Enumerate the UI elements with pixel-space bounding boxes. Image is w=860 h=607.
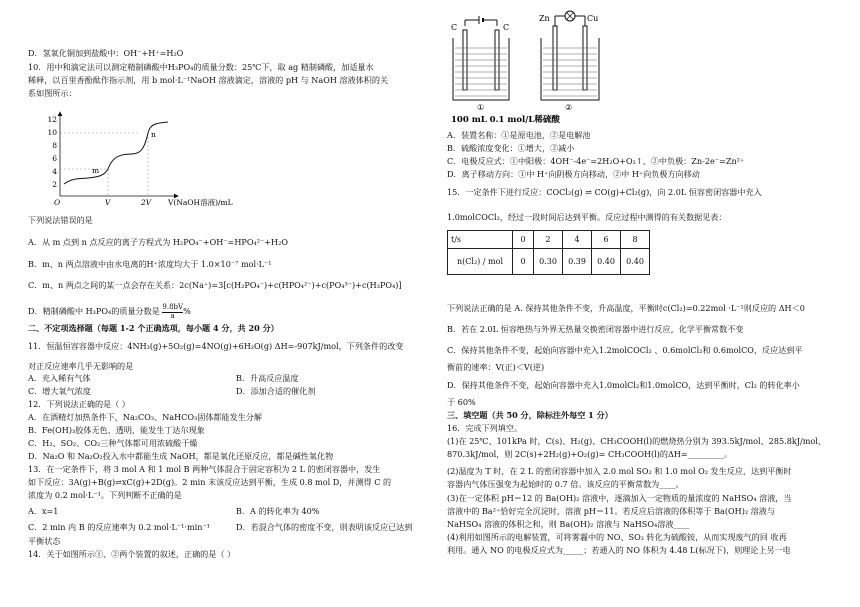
y-tick: 8 — [52, 141, 57, 150]
q15-option-c-line2: 衡前的速率：V(正)＜V(逆) — [447, 362, 545, 372]
electrode-c-right: C — [503, 23, 510, 32]
point-m-label: m — [92, 166, 100, 175]
q10-stem-line3: 系如图所示： — [28, 88, 77, 98]
q10-stem-line1: 10．用中和滴定法可以测定精制磷酸中H₃PO₄的质量分数：25℃下，取 ag 精制磷酸，加适量水 — [28, 62, 374, 72]
q10-stem-line2: 稀释，以百里香酚酞作指示剂，用 b mol·L⁻¹NaOH 溶液滴定，溶液的 pH 与 NaOH 溶液体积的关 — [28, 75, 389, 85]
q10-option-a: A．从 m 点到 n 点反应的离子方程式为 H₂PO₄⁻+OH⁻=HPO₄²⁻+H₂O — [28, 237, 288, 247]
table-cell: 0 — [513, 249, 534, 275]
y-tick: 2 — [52, 180, 57, 189]
fraction-numerator: 9.8bV — [162, 303, 184, 311]
q14-option-a: A．装置名称：①是原电池，②是电解池 — [447, 130, 591, 140]
q12-option-c: C．H₂、SO₂、CO₂三种气体都可用浓硫酸干燥 — [28, 438, 198, 448]
q15-option-d-line1: D．保持其他条件不变，起始向容器中充入1.0molCl₂和1.0molCO，达到平衡时，Cl₂ 的转化率小 — [447, 380, 800, 390]
q13-option-d-line1: D．若混合气体的密度不变，则表明该反应已达到 — [236, 522, 413, 532]
table-cell: 4 — [563, 231, 592, 249]
section-3-heading: 三、填空题（共 50 分，除标注外每空 1 分） — [447, 410, 613, 420]
q13-option-a: A．x=1 — [28, 506, 59, 516]
table-cell: 8 — [621, 231, 650, 249]
table-row — [448, 231, 650, 249]
table-cell: 6 — [592, 231, 621, 249]
apparatus-figure — [447, 8, 617, 124]
q11-option-a: A．充入稀有气体 — [28, 373, 91, 383]
q16-stem: 16．完成下列填空。 — [447, 423, 523, 433]
q13-stem-line1: 13．在一定条件下，将 3 mol A 和 1 mol B 两种气体混合于固定容积为 2 L 的密闭容器中，发生 — [28, 464, 381, 474]
q16-part2-line1: (2)温度为 T 时，在 2 L 的密闭容器中加入 2.0 mol SO₂ 和 1.0 mol O₂ 发生反应，达到平衡时 — [447, 466, 792, 476]
table-header-cell: n(Cl₂) / mol — [448, 249, 513, 275]
q14-stem: 14．关于如图所示①、②两个装置的叙述，正确的是（ ） — [28, 549, 236, 559]
q10-question: 下列说法错误的是 — [28, 215, 93, 225]
electrode-c-left: C — [451, 23, 458, 32]
cell-2-label: ② — [565, 103, 573, 112]
q10-option-d-text: D．精制磷酸中 H₃PO₄的质量分数是 — [28, 306, 160, 317]
table-row — [448, 249, 650, 275]
q9-option-d: D．氢氧化铜加到盐酸中：OH⁻+H⁺=H₂O — [28, 48, 184, 58]
electrolyte-caption: 100 mL 0.1 mol/L稀硫酸 — [451, 115, 560, 124]
data-table — [447, 230, 650, 275]
q13-option-d-line2: 平衡状态 — [28, 536, 61, 546]
section-2-heading: 二、不定项选择题（每题 1-2 个正确选项，每小题 4 分，共 20 分） — [28, 323, 279, 333]
q12-option-b: B．Fe(OH)₃胶体无色、透明，能发生丁达尔现象 — [28, 425, 205, 435]
x-tick-v: V — [105, 198, 111, 207]
q11-option-c: C．增大氧气浓度 — [28, 386, 91, 396]
q15-option-c-line1: C．保持其他条件不变，起始向容器中充入1.2molCOCl₂ 、0.6molCl₂和 0.6molCO，反应达到平 — [447, 345, 803, 355]
y-tick: 4 — [52, 167, 57, 176]
q16-part4-line1: (4)利用如图所示的电解装置，可将雾霾中的 NO、SO₂ 转化为硫酸铵，从而实现废气的回 收再 — [447, 532, 787, 542]
q16-part2-line2: 容器内气体压强变为起始时的 0.7 倍。该反应的平衡常数为____。 — [447, 479, 684, 489]
table-cell: 2 — [534, 231, 563, 249]
table-cell: 0 — [513, 231, 534, 249]
electrode-cu: Cu — [587, 14, 599, 23]
cell-1 — [451, 16, 509, 112]
fraction — [162, 304, 183, 320]
q16-part3-line2: 溶液中的 Ba²⁺恰好完全沉淀时，溶液 pH＝11。若反应后溶液的体积等于 Ba(OH)₂ 溶液与 — [447, 506, 775, 516]
table-header-cell: t/s — [448, 231, 513, 249]
electrode-zn: Zn — [539, 14, 550, 23]
q11-option-b: B．升高反应温度 — [236, 373, 299, 383]
q15-stem-line1: 15．一定条件下进行反应：COCl₂(g) ⇌ CO(g)+Cl₂(g)，向 2.0L 恒容密闭容器中充入 — [447, 187, 762, 197]
table-cell: 0.40 — [592, 249, 621, 275]
q10-option-c: C．m、n 两点之间的某一点会存在关系：2c(Na⁺)=3[c(H₂PO₄⁻)+c(HPO₄²⁻)+c(PO₄³⁻)+c(H₃PO₄)] — [28, 280, 402, 290]
q16-part3-line3: NaHSO₄ 溶液的体积之和，则 Ba(OH)₂ 溶液与 NaHSO₄溶液____ — [447, 519, 690, 529]
point-n-label: n — [151, 130, 156, 139]
q15-option-d-line2: 于 60% — [447, 397, 476, 407]
q12-stem: 12．下列说法正确的是（ ） — [28, 399, 130, 409]
q16-part1-line2: 870.3kJ/mol，则 2C(s)+2H₂(g)+O₂(g)= CH₃COOH(l)的ΔH=_________。 — [447, 449, 733, 459]
q10-option-b: B．m、n 两点溶液中由水电离的H⁺浓度均大于 1.0×10⁻⁷ mol·L⁻¹ — [28, 259, 272, 269]
q15-question-and-option-a: 下列说法正确的是 A. 保持其他条件不变，升高温度，平衡时c(Cl₂)=0.22mol ·L⁻¹则反应的 ΔH＜0 — [447, 303, 805, 313]
q15-option-b: B．若在 2.0L 恒容绝热与外界无热量交换密闭容器中进行反应，化学平衡常数不变 — [447, 324, 744, 334]
q15-stem-line2: 1.0molCOCl₂，经过一段时间后达到平衡。反应过程中测得的有关数据见表： — [447, 212, 727, 222]
y-tick: 6 — [52, 154, 57, 163]
q16-part4-line2: 利用。通入 NO 的电极反应式为_____；若通入的 NO 体积为 4.48 L(标况下)，则理论上另一电 — [447, 545, 791, 555]
q13-option-b: B．A 的转化率为 40% — [236, 506, 320, 516]
y-tick: 12 — [47, 115, 57, 124]
origin-label: O — [54, 198, 61, 207]
q16-part3-line1: (3)在一定体积 pH＝12 的 Ba(OH)₂ 溶液中，逐滴加入一定物质的量浓度的 NaHSO₄ 溶液，当 — [447, 493, 792, 503]
q12-option-d: D．Na₂O 和 Na₂O₂投入水中都能生成 NaOH，都是氧化还原反应，都是碱性氧化物 — [28, 451, 334, 461]
x-axis-label: V(NaOH溶液)/mL — [168, 198, 233, 207]
titration-graph — [28, 108, 243, 208]
q16-part1-line1: (1)在 25℃、101kPa 时，C(s)、H₂(g)、CH₃COOH(l)的燃烧热分别为 393.5kJ/mol、285.8kJ/mol、 — [447, 436, 826, 446]
fraction-denominator: a — [170, 311, 175, 320]
table-cell: 0.40 — [621, 249, 650, 275]
q13-option-c: C．2 min 内 B 的反应速率为 0.2 mol·L⁻¹·min⁻¹ — [28, 522, 210, 532]
q10-option-d — [28, 304, 191, 320]
q11-stem-line2: 对正反应速率几乎无影响的是 — [28, 361, 134, 371]
q13-stem-line2: 如下反应：3A(g)+B(g)⇌xC(g)+2D(g)。2 min 末该反应达到平衡，生成 0.8 mol D，并测得 C 的 — [28, 477, 392, 487]
x-tick-2v: 2V — [141, 198, 152, 207]
q11-option-d: D．添加合适的催化剂 — [236, 386, 316, 396]
cell-2 — [539, 11, 599, 112]
q12-option-a: A．在酒精灯加热条件下，Na₂CO₃、NaHCO₃固体都能发生分解 — [28, 412, 262, 422]
q13-stem-line3: 浓度为 0.2 mol·L⁻¹。下列判断不正确的是 — [28, 490, 182, 500]
cell-1-label: ① — [477, 103, 485, 112]
q14-option-d: D．离子移动方向：①中 H⁺向阴极方向移动，②中 H⁺向负极方向移动 — [447, 169, 700, 179]
table-cell: 0.30 — [534, 249, 563, 275]
y-tick: 10 — [47, 128, 57, 137]
q14-option-b: B．硫酸浓度变化：①增大，②减小 — [447, 143, 575, 153]
table-cell: 0.39 — [563, 249, 592, 275]
q14-option-c: C．电极反应式：①中阳极：4OH⁻-4e⁻=2H₂O+O₂↑、②中负极：Zn-2e⁻=Zn²⁺ — [447, 156, 745, 166]
percent-sign: % — [183, 306, 191, 317]
q11-stem-line1: 11．恒温恒容容器中反应：4NH₃(g)+5O₂(g)=4NO(g)+6H₂O(g) ΔH=-907kJ/mol，下列条件的改变 — [28, 341, 404, 351]
